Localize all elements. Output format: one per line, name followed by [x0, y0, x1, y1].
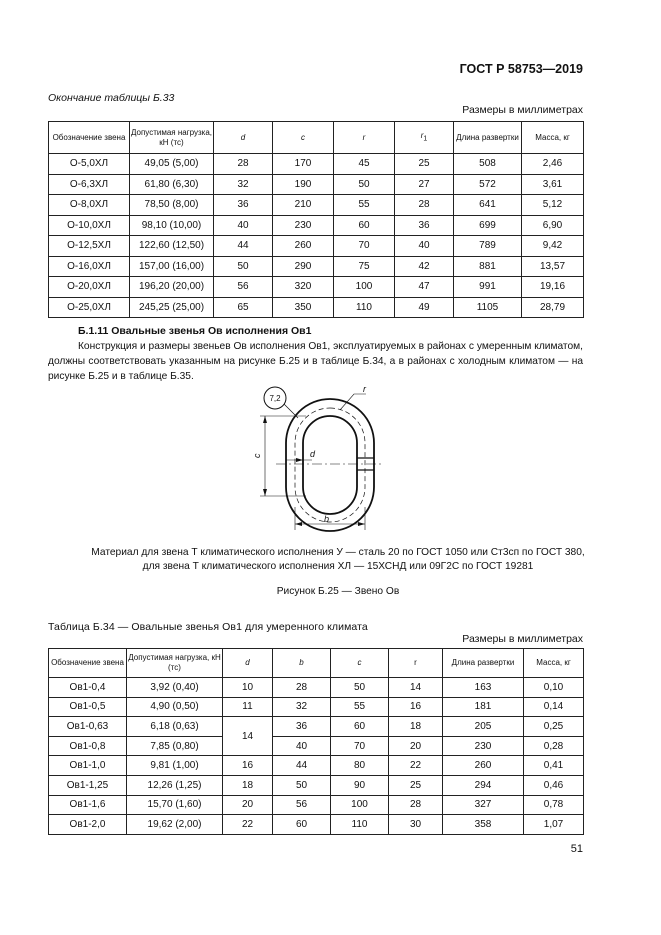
table-cell: 110 [331, 815, 389, 835]
document-standard-header: ГОСТ Р 58753—2019 [459, 62, 583, 76]
table-row [49, 717, 584, 737]
table-cell: 28,79 [522, 297, 584, 318]
table-cell: 40 [214, 215, 273, 236]
table-cell: Ов1-1,25 [49, 775, 127, 795]
table-cell: 22 [223, 815, 273, 835]
table-cell: 50 [273, 775, 331, 795]
table-cell: Ов1-0,63 [49, 717, 127, 737]
table-cell: 18 [389, 717, 443, 737]
table-cell: О-6,3ХЛ [49, 174, 130, 195]
table34-header-mass: Масса, кг [524, 649, 584, 678]
table-cell: 991 [454, 277, 522, 298]
table-cell: 25 [395, 154, 454, 175]
table-cell: 294 [443, 775, 524, 795]
table-cell: 32 [273, 697, 331, 717]
table-cell: 13,57 [522, 256, 584, 277]
table-cell: О-12,5ХЛ [49, 236, 130, 257]
table-cell: 50 [331, 678, 389, 698]
table-cell: 11 [223, 697, 273, 717]
table-cell: 110 [334, 297, 395, 318]
table-cell: 196,20 (20,00) [130, 277, 214, 298]
table-cell: 28 [273, 678, 331, 698]
table-cell: 12,26 (1,25) [127, 775, 223, 795]
table-cell: 16 [389, 697, 443, 717]
table-cell: 1105 [454, 297, 522, 318]
table-cell: Ов1-0,4 [49, 678, 127, 698]
table-row [49, 815, 584, 835]
table-row [49, 195, 584, 216]
table-cell: О-16,0ХЛ [49, 256, 130, 277]
table-cell: О-25,0ХЛ [49, 297, 130, 318]
table-cell: 20 [389, 736, 443, 756]
table-cell: 18 [223, 775, 273, 795]
table-cell: 60 [334, 215, 395, 236]
table-cell: 60 [273, 815, 331, 835]
table-cell: 80 [331, 756, 389, 776]
table-cell: 10 [223, 678, 273, 698]
table-cell: 28 [389, 795, 443, 815]
table-cell: 3,92 (0,40) [127, 678, 223, 698]
table-cell: 100 [334, 277, 395, 298]
table33-header-designation: Обозначение звена [49, 122, 130, 154]
table-cell: 320 [273, 277, 334, 298]
table-cell: 56 [214, 277, 273, 298]
table-cell: 14 [389, 678, 443, 698]
table-cell: О-5,0ХЛ [49, 154, 130, 175]
table33-header-d: d [214, 122, 273, 154]
table-cell: 699 [454, 215, 522, 236]
table-cell: Ов1-1,0 [49, 756, 127, 776]
table-cell: 641 [454, 195, 522, 216]
table-cell: 9,81 (1,00) [127, 756, 223, 776]
label-d: d [310, 449, 316, 459]
table-cell: 122,60 (12,50) [130, 236, 214, 257]
table-cell: 6,18 (0,63) [127, 717, 223, 737]
table-cell: 90 [331, 775, 389, 795]
table-cell: 50 [214, 256, 273, 277]
table-cell: 508 [454, 154, 522, 175]
table-cell: 7,85 (0,80) [127, 736, 223, 756]
table-cell: 70 [334, 236, 395, 257]
table-cell: 190 [273, 174, 334, 195]
table-cell: Ов1-0,5 [49, 697, 127, 717]
table-cell: 881 [454, 256, 522, 277]
table-row [49, 756, 584, 776]
table-row [49, 795, 584, 815]
table-cell: 789 [454, 236, 522, 257]
table-cell: 181 [443, 697, 524, 717]
table-cell: 32 [214, 174, 273, 195]
table-cell: 22 [389, 756, 443, 776]
table-cell: 40 [273, 736, 331, 756]
table-cell: 98,10 (10,00) [130, 215, 214, 236]
table33-units: Размеры в миллиметрах [462, 104, 583, 116]
table-cell: 5,12 [522, 195, 584, 216]
table-cell: 70 [331, 736, 389, 756]
table34-header-designation: Обозначение звена [49, 649, 127, 678]
table34-caption: Таблица Б.34 — Овальные звенья Ов1 для умеренного климата [48, 621, 368, 633]
table-cell: 50 [334, 174, 395, 195]
table-cell: 2,46 [522, 154, 584, 175]
label-r: r [363, 384, 366, 394]
table-cell: 0,14 [524, 697, 584, 717]
link-outer-contour [286, 399, 374, 531]
table-row [49, 174, 584, 195]
table-cell: 45 [334, 154, 395, 175]
table-cell: 572 [454, 174, 522, 195]
table-cell: 78,50 (8,00) [130, 195, 214, 216]
table-cell: 9,42 [522, 236, 584, 257]
table-cell: 358 [443, 815, 524, 835]
table-cell: 25 [389, 775, 443, 795]
table-cell: 65 [214, 297, 273, 318]
table-row [49, 678, 584, 698]
table34-header-c: c [331, 649, 389, 678]
table-cell: О-10,0ХЛ [49, 215, 130, 236]
table-cell: Ов1-2,0 [49, 815, 127, 835]
table-row [49, 215, 584, 236]
link-inner-contour [303, 416, 357, 514]
table-cell: 55 [331, 697, 389, 717]
table-cell: 0,10 [524, 678, 584, 698]
figure-caption: Рисунок Б.25 — Звено Ов [276, 586, 400, 597]
section-paragraph: Конструкция и размеры звеньев Ов исполнения Ов1, эксплуатируемых в районах с умеренным климатом, должны соответствовать указанным на рисунке Б.25 и в таблице Б.34, а в районах с холодным климатом — на рисунке Б.25 и в таблице Б.35. [48, 341, 583, 382]
table-cell: 170 [273, 154, 334, 175]
label-b: b [324, 514, 330, 524]
table-row [49, 154, 584, 175]
material-line-1: Материал для звена Т климатического исполнения У — сталь 20 по ГОСТ 1050 или Ст3сп по ГОСТ 380, [91, 547, 585, 558]
table34-header-load: Допустимая нагрузка, кН (тс) [127, 649, 223, 678]
table-cell: Ов1-0,8 [49, 736, 127, 756]
table-cell: 47 [395, 277, 454, 298]
table33-body [49, 154, 584, 318]
table34-header-b: b [273, 649, 331, 678]
table33-header-r1: $r_1$ [395, 122, 454, 154]
table-cell: 163 [443, 678, 524, 698]
table-cell: 36 [214, 195, 273, 216]
table-cell: 4,90 (0,50) [127, 697, 223, 717]
material-line-2: для звена Т климатического исполнения ХЛ — 15ХСНД или 09Г2С по ГОСТ 19281 [142, 561, 534, 572]
label-c: c [252, 453, 262, 458]
table-cell: 49 [395, 297, 454, 318]
table-cell: 61,80 (6,30) [130, 174, 214, 195]
page-number: 51 [570, 843, 583, 855]
dimension-b-arrow-left [295, 522, 302, 526]
table-cell: 1,07 [524, 815, 584, 835]
table-cell: 19,62 (2,00) [127, 815, 223, 835]
table-cell: 14 [223, 717, 273, 756]
table-cell: 260 [273, 236, 334, 257]
table-row [49, 697, 584, 717]
table-cell: 157,00 (16,00) [130, 256, 214, 277]
dimension-c-arrow-top [263, 416, 267, 423]
table-cell: 49,05 (5,00) [130, 154, 214, 175]
section-title: Б.1.11 Овальные звенья Ов исполнения Ов1 [78, 325, 312, 337]
table-cell: 30 [389, 815, 443, 835]
table-cell: 20 [223, 795, 273, 815]
table34-body [49, 678, 584, 835]
roughness-value: 7,2 [269, 394, 281, 403]
table34-header-d: d [223, 649, 273, 678]
table-cell: 19,16 [522, 277, 584, 298]
table-cell: 36 [273, 717, 331, 737]
table-cell: 36 [395, 215, 454, 236]
table-cell: 245,25 (25,00) [130, 297, 214, 318]
table34 [48, 648, 584, 835]
table-cell: 15,70 (1,60) [127, 795, 223, 815]
dimension-b-arrow-right [358, 522, 365, 526]
table-cell: 44 [214, 236, 273, 257]
table-cell: 0,25 [524, 717, 584, 737]
table-cell: 230 [273, 215, 334, 236]
table-cell: 0,28 [524, 736, 584, 756]
table-cell: 0,46 [524, 775, 584, 795]
table-cell: 44 [273, 756, 331, 776]
table-cell: 6,90 [522, 215, 584, 236]
table34-header-r: r [389, 649, 443, 678]
table33-header-c: c [273, 122, 334, 154]
table-cell: 75 [334, 256, 395, 277]
table-cell: О-8,0ХЛ [49, 195, 130, 216]
dimension-c-arrow-bottom [263, 489, 267, 496]
table-cell: 230 [443, 736, 524, 756]
table-cell: 60 [331, 717, 389, 737]
table34-header-length: Длина развертки [443, 649, 524, 678]
table-cell: 260 [443, 756, 524, 776]
table-cell: 40 [395, 236, 454, 257]
table33-header-mass: Масса, кг [522, 122, 584, 154]
table-row [49, 277, 584, 298]
table33 [48, 121, 584, 318]
table-row [49, 736, 584, 756]
link-axis-line [295, 408, 365, 522]
table-row [49, 256, 584, 277]
table-cell: О-20,0ХЛ [49, 277, 130, 298]
table-cell: 3,61 [522, 174, 584, 195]
table-row [49, 775, 584, 795]
table-row [49, 236, 584, 257]
table-cell: 55 [334, 195, 395, 216]
dimension-d-arrow [296, 458, 303, 462]
table34-units: Размеры в миллиметрах [462, 633, 583, 645]
table-cell: 350 [273, 297, 334, 318]
table-cell: 28 [214, 154, 273, 175]
table-cell: 27 [395, 174, 454, 195]
table-cell: 16 [223, 756, 273, 776]
table-cell: 28 [395, 195, 454, 216]
table-cell: 42 [395, 256, 454, 277]
table33-header-length: Длина развертки [454, 122, 522, 154]
table-cell: 205 [443, 717, 524, 737]
table-cell: 210 [273, 195, 334, 216]
table33-caption: Окончание таблицы Б.33 [48, 92, 175, 104]
table33-header-load: Допустимая нагрузка, кН (тс) [130, 122, 214, 154]
table-cell: 56 [273, 795, 331, 815]
figure-oval-link [240, 382, 400, 537]
table-cell: 100 [331, 795, 389, 815]
table-row [49, 297, 584, 318]
table-cell: 0,41 [524, 756, 584, 776]
table33-header-r: r [334, 122, 395, 154]
table-cell: Ов1-1,6 [49, 795, 127, 815]
table-cell: 327 [443, 795, 524, 815]
table-cell: 290 [273, 256, 334, 277]
table-cell: 0,78 [524, 795, 584, 815]
